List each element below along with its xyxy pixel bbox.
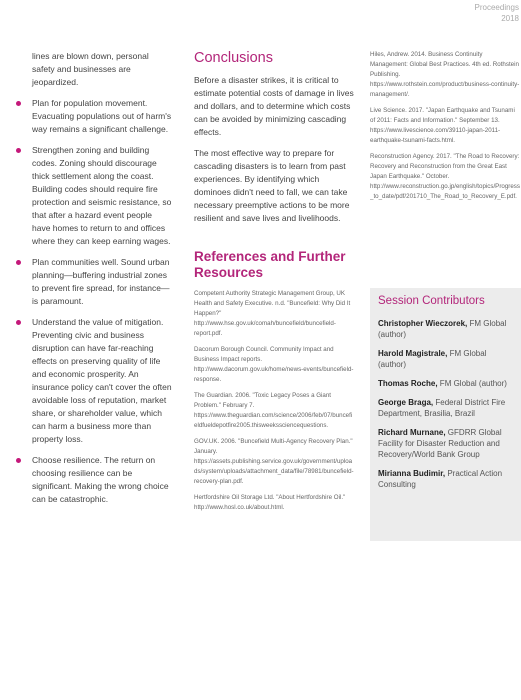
header-line-2: 2018 [501, 14, 519, 23]
session-contributors-box [370, 288, 521, 541]
list-item-text: Understand the value of mitigation. Preventing civic and business disruption can have far-reaching effects on preserving quality of life and economic prosperity. An insurance policy can't cover the often avoidable loss of reputation, market share, or shareholder value, which can harm a business more than property loss. [32, 317, 172, 444]
list-item [16, 97, 172, 136]
contributor-name: Richard Murnane, [378, 428, 446, 437]
middle-column [194, 50, 354, 519]
reference-entry: Reconstruction Agency. 2017. "The Road to Recovery: Recovery and Reconstruction from the Great East Japan Earthquake." October. http://www.reconstruction.go.jp/english/topics/Progress_to_date/pdf/201710_The_Road_to_Recovery_E.pdf. [370, 153, 520, 200]
list-item [16, 256, 172, 308]
contributor-role: Practical Action Consulting [378, 469, 503, 489]
page-header [475, 2, 519, 24]
reference-entry: Hiles, Andrew. 2014. Business Continuity Management: Global Best Practices. 4th ed. Rothstein Publishing. https://www.rothstein.com/product/business-continuity-management/. [370, 51, 520, 98]
left-column [16, 50, 172, 514]
bullet-icon [16, 148, 21, 153]
list-item-text: Plan for population movement. Evacuating populations out of harm's way remains a significant challenge. [32, 98, 172, 134]
reference-entry: Dacorum Borough Council. Community Impact and Business Impact reports. http://www.dacorum.gov.uk/home/news-events/buncefield-response. [194, 346, 354, 383]
contributor-role: GFDRR Global Facility for Disaster Reduction and Recovery/World Bank Group [378, 428, 502, 459]
header-line-1: Proceedings [474, 3, 519, 12]
right-column [370, 50, 521, 208]
reference-entry: GOV.UK. 2006. "Buncefield Multi-Agency Recovery Plan." January. https://assets.publishing.service.gov.uk/government/uploads/system/uploads/attachment_data/file/78981/buncefield-recovery-plan.pdf. [194, 438, 354, 485]
conclusions-paragraph: The most effective way to prepare for cascading disasters is to learn from past experiences. By identifying which dominoes didn't need to fall, we can take necessary preemptive actions to be more resilient and save lives and livelihoods. [194, 148, 350, 223]
contributor-role: FM Global (author) [378, 349, 487, 369]
contributor-name: Mirianna Budimir, [378, 469, 446, 478]
conclusions-heading: Conclusions [194, 50, 273, 66]
contributor-entry [378, 397, 513, 419]
contributor-name: Christopher Wieczorek, [378, 319, 468, 328]
contributor-name: George Braga, [378, 398, 434, 407]
recommendation-list [16, 97, 172, 506]
contributor-entry [378, 318, 513, 340]
list-item-text: Strengthen zoning and building codes. Zoning should discourage thick settlement along the coast. Building codes should require fire protection and seismic resistance, so that after a hazard event people have homes to return to and offices where they can keep earning wages. [32, 145, 172, 246]
contributor-role: FM Global (author) [437, 379, 507, 388]
list-item [16, 454, 172, 506]
list-item-text: Plan communities well. Sound urban planning—buffering industrial zones to prevent fire spread, for instance—is paramount. [32, 257, 170, 306]
continued-paragraph: lines are blown down, personal safety and businesses are jeopardized. [32, 51, 149, 87]
bullet-icon [16, 458, 21, 463]
contributor-role: Federal District Fire Department, Brasilia, Brazil [378, 398, 506, 418]
conclusions-paragraph: Before a disaster strikes, it is critical to estimate potential costs of damage in lives and dollars, and to determine which costs can be avoided by minimizing cascading effects. [194, 75, 354, 137]
contributor-entry [378, 427, 513, 460]
list-item-text: Choose resilience. The return on choosing resilience can be significant. Making the wrong choice can be catastrophic. [32, 455, 169, 504]
contributor-name: Thomas Roche, [378, 379, 438, 388]
reference-entry: Competent Authority Strategic Management Group, UK Health and Safety Executive. n.d. "Buncefield: Why Did It Happen?" http://www.hse.gov.uk/comah/buncefield/buncefield-report.pdf. [194, 290, 351, 337]
reference-entry: Live Science. 2017. "Japan Earthquake and Tsunami of 2011: Facts and Information." September 13. https://www.livescience.com/39110-japan-2011-earthquake-tsunami-facts.html. [370, 107, 515, 144]
contributors-heading: Session Contributors [378, 295, 485, 307]
contributor-role: FM Global (author) [378, 319, 507, 339]
contributor-name: Harold Magistrale, [378, 349, 448, 358]
references-heading: References and Further Resources [194, 249, 346, 280]
reference-entry: The Guardian. 2006. "Toxic Legacy Poses a Giant Problem." February 7. https://www.theguardian.com/science/2006/feb/07/buncefieldfueldepotfire2005.thisweekssciencequestions. [194, 392, 353, 429]
reference-entry: Hertfordshire Oil Storage Ltd. "About Hertfordshire Oil." http://www.hosl.co.uk/about.html. [194, 494, 346, 511]
list-item [16, 144, 172, 248]
bullet-icon [16, 260, 21, 265]
bullet-icon [16, 101, 21, 106]
contributor-entry [378, 348, 513, 370]
contributor-entry [378, 378, 513, 389]
bullet-icon [16, 320, 21, 325]
list-item [16, 316, 172, 446]
contributor-entry [378, 468, 513, 490]
